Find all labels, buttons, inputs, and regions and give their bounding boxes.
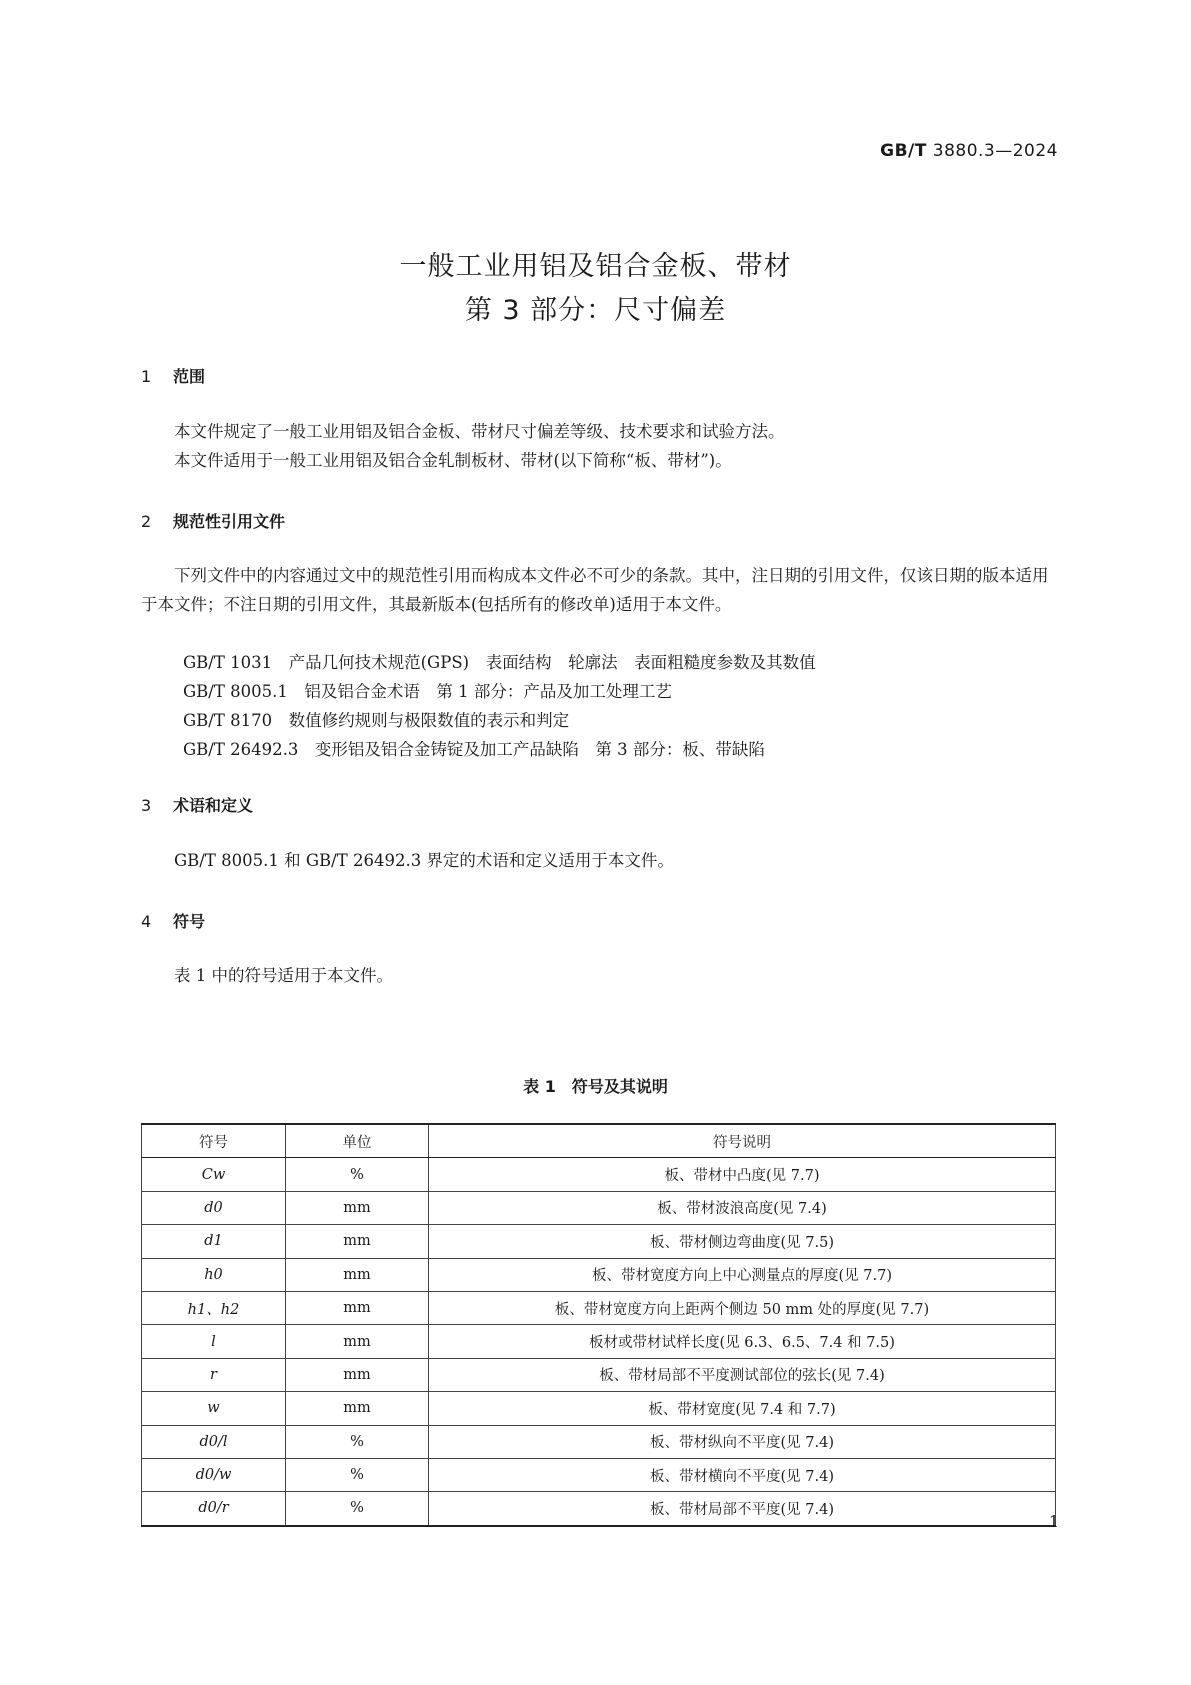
unit-cell: mm [286,1392,429,1425]
section-1-para-1: 本文件规定了一般工业用铝及铝合金板、带材尺寸偏差等级、技术要求和试验方法。 [174,422,785,441]
description-cell: 板、带材宽度方向上中心测量点的厚度(见 7.7) [429,1258,1056,1291]
symbol-cell: h1、h2 [142,1291,286,1324]
normative-ref-1: GB/T 1031 产品几何技术规范(GPS) 表面结构 轮廓法 表面粗糙度参数及其数值 [183,653,816,672]
symbol-cell: l [142,1325,286,1358]
unit-cell: mm [286,1225,429,1258]
section-number: 1 [141,367,152,386]
table-row [142,1358,1056,1391]
section-4-para: 表 1 中的符号适用于本文件。 [174,966,393,985]
section-title: 规范性引用文件 [173,512,286,531]
section-title: 术语和定义 [173,796,254,815]
table-row [142,1225,1056,1258]
document-title-line2: 第 3 部分：尺寸偏差 [464,295,727,326]
table-caption: 表 1 符号及其说明 [523,1077,668,1096]
unit-cell: % [286,1425,429,1458]
document-title-line1: 一般工业用铝及铝合金板、带材 [399,251,792,282]
symbol-cell: d0 [142,1191,286,1224]
symbol-cell: r [142,1358,286,1391]
table-row [142,1458,1056,1491]
unit-cell: mm [286,1258,429,1291]
standard-code-prefix: GB/T [880,141,927,161]
section-3-heading [141,793,253,816]
normative-ref-2: GB/T 8005.1 铝及铝合金术语 第 1 部分：产品及加工处理工艺 [183,682,672,701]
description-cell: 板、带材宽度(见 7.4 和 7.7) [429,1392,1056,1425]
description-cell: 板、带材侧边弯曲度(见 7.5) [429,1225,1056,1258]
unit-cell: mm [286,1325,429,1358]
section-2-para: 下列文件中的内容通过文中的规范性引用而构成本文件必不可少的条款。其中，注日期的引用文件，仅该日期的版本适用于本文件；不注日期的引用文件，其最新版本(包括所有的修改单)适用于本文件。 [141,566,1049,614]
section-3-para: GB/T 8005.1 和 GB/T 26492.3 界定的术语和定义适用于本文件。 [174,851,674,870]
page-number: 1 [1048,1512,1059,1531]
symbol-cell: d0/r [142,1492,286,1526]
table-row [142,1191,1056,1224]
standard-code-number: 3880.3—2024 [932,141,1058,161]
symbol-cell: Cw [142,1158,286,1191]
description-cell: 板、带材横向不平度(见 7.4) [429,1458,1056,1491]
section-1-heading [141,364,205,387]
unit-cell: mm [286,1291,429,1324]
header-symbol: 符号 [142,1124,286,1158]
table-row [142,1392,1056,1425]
normative-ref-4: GB/T 26492.3 变形铝及铝合金铸锭及加工产品缺陷 第 3 部分：板、带缺陷 [183,740,765,759]
section-number: 2 [141,512,152,531]
table-row [142,1325,1056,1358]
header-unit: 单位 [286,1124,429,1158]
description-cell: 板、带材局部不平度(见 7.4) [429,1492,1056,1526]
section-4-heading [141,909,205,932]
symbols-table [141,1123,1056,1527]
symbol-cell: d1 [142,1225,286,1258]
description-cell: 板、带材波浪高度(见 7.4) [429,1191,1056,1224]
section-1-para-2: 本文件适用于一般工业用铝及铝合金轧制板材、带材(以下简称“板、带材”)。 [174,451,732,470]
symbol-cell: h0 [142,1258,286,1291]
table-row [142,1425,1056,1458]
description-cell: 板、带材纵向不平度(见 7.4) [429,1425,1056,1458]
unit-cell: % [286,1492,429,1526]
symbol-cell: d0/w [142,1458,286,1491]
symbol-cell: d0/l [142,1425,286,1458]
description-cell: 板、带材宽度方向上距两个侧边 50 mm 处的厚度(见 7.7) [429,1291,1056,1324]
unit-cell: mm [286,1358,429,1391]
unit-cell: % [286,1158,429,1191]
standard-code [880,141,1058,161]
header-description: 符号说明 [429,1124,1056,1158]
normative-ref-3: GB/T 8170 数值修约规则与极限数值的表示和判定 [183,711,570,730]
description-cell: 板、带材局部不平度测试部位的弦长(见 7.4) [429,1358,1056,1391]
table-row [142,1158,1056,1191]
unit-cell: % [286,1458,429,1491]
section-number: 3 [141,796,152,815]
section-number: 4 [141,912,152,931]
section-2-heading [141,509,285,532]
section-title: 范围 [173,367,206,386]
table-header-row [142,1124,1056,1158]
table-row [142,1291,1056,1324]
unit-cell: mm [286,1191,429,1224]
symbol-cell: w [142,1392,286,1425]
description-cell: 板、带材中凸度(见 7.7) [429,1158,1056,1191]
description-cell: 板材或带材试样长度(见 6.3、6.5、7.4 和 7.5) [429,1325,1056,1358]
table-row [142,1492,1056,1526]
section-title: 符号 [173,912,206,931]
table-row [142,1258,1056,1291]
